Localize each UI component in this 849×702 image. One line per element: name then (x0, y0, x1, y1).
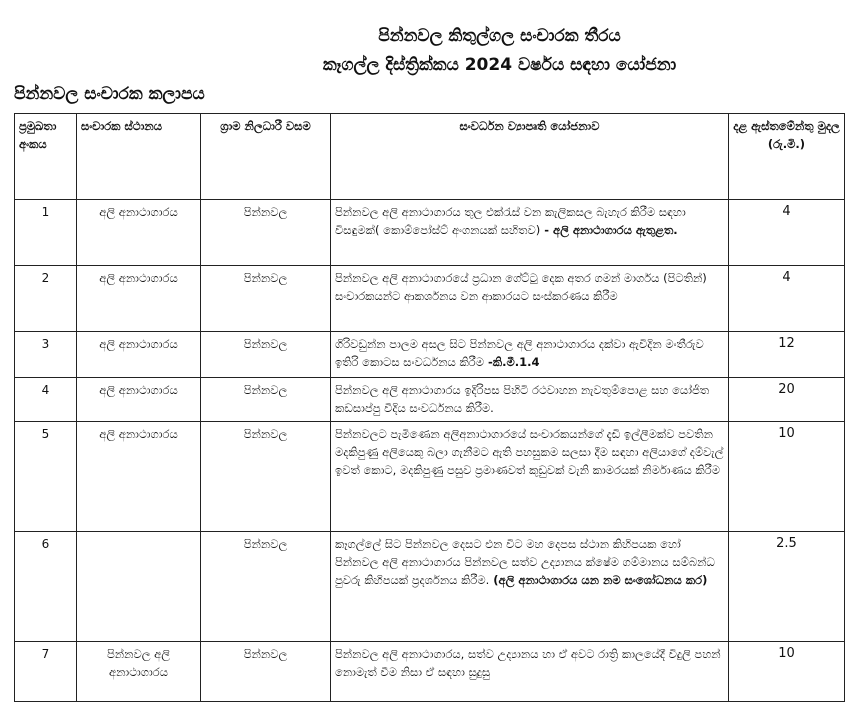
proposal-text: පින්නවල අලි අනාථාගාරය, සත්ව උද්‍යානය හා ඒ අවට රාත්‍රි කාලයේදී විදුලි පහන් නොමැත් වීම නිසා ඒ සඳහා සුදුසු (335, 647, 721, 679)
proposal-text: පින්නවල අලි අනාථාගාරය ඉදිරිපස පිහිටි රථවාහන නැවතුම්පොළ සහ යෝජිත කඩසාප්පු වීදිය සංවර්ධනය කිරීම. (335, 383, 710, 415)
document-title: පින්නවල කිතුල්ගල සංචාරක තීරය (378, 26, 621, 46)
row-proposal (331, 266, 729, 332)
row-gn-division: පින්නවල (201, 378, 331, 422)
column-header-gn-division: ග්‍රාම නිලධාරී වසම (201, 114, 331, 200)
column-header-proposal: සංවර්ධන ව්‍යාපෘති යෝජනාව (331, 114, 729, 200)
table-row (15, 332, 845, 378)
row-proposal (331, 642, 729, 702)
row-gn-division: පින්නවල (201, 642, 331, 702)
row-proposal (331, 532, 729, 642)
row-gn-division: පින්නවල (201, 200, 331, 266)
row-place: අලි අනාථාගාරය (77, 332, 201, 378)
row-place: අලි අනාථාගාරය (77, 266, 201, 332)
row-proposal (331, 378, 729, 422)
proposal-bold-text: -කි.මී.1.4 (484, 355, 540, 369)
proposal-text: පින්නවල අලි අනාථාගාරයේ ප්‍රධාන ගේට්ටු දෙක අතර ගමන් මාර්ගය (පිටතින්) සංචාරකයන්ට ආකර්ශනය වන ආකාරයට සංස්කරණය කිරීම (335, 271, 707, 303)
row-amount: 20 (729, 378, 845, 422)
row-amount: 10 (729, 422, 845, 532)
row-gn-division: පින්නවල (201, 332, 331, 378)
proposal-bold-text: - අලි අනාථාගාරය ඇතුළත. (540, 223, 678, 237)
row-proposal (331, 422, 729, 532)
proposal-text: ගිරිවඩුන්න පාලම අසල සිට පින්නවල අලි අනාථාගාරය දක්වා ඇවිදින මංතීරුව ඉතිරි කොටස සංවර්ධනය කිරීම (335, 337, 704, 369)
row-priority: 5 (15, 422, 77, 532)
row-place: අලි අනාථාගාරය (77, 378, 201, 422)
row-place: පින්නවල අලි අනාථාගාරය (77, 642, 201, 702)
row-priority: 6 (15, 532, 77, 642)
row-amount: 10 (729, 642, 845, 702)
row-place: අලි අනාථාගාරය (77, 422, 201, 532)
row-amount: 4 (729, 200, 845, 266)
row-priority: 4 (15, 378, 77, 422)
column-header-priority: ප්‍රමුඛතා අංකය (15, 114, 77, 200)
zone-heading: පින්නවල සංචාරක කලාපය (14, 84, 205, 104)
row-amount: 12 (729, 332, 845, 378)
row-proposal (331, 200, 729, 266)
proposal-text: කෑගල්ලේ සිට පින්නවල දෙසට එන විට මහ දෙපස ස්ථාන කිහිපයක හෝ පින්නවල අලි අනාථාගාරය පින්නවල සත්ව උද්‍යානය ක්ෂේම ගම්මානය සම්බන්ධ පුවරු කිහිපයක් ප්‍රදර්ශනය කිරීම. (335, 537, 715, 587)
row-priority: 2 (15, 266, 77, 332)
row-amount: 2.5 (729, 532, 845, 642)
proposal-text: පින්නවල අලි අනාථාගාරය තුල එක්රැස් වන කැලිකසල බැහැර කිරීම සඳහා විසඳුමක්( කොම්පෝස්ට් අංගනයක් සහිතව) (335, 205, 686, 237)
row-gn-division: පින්නවල (201, 422, 331, 532)
row-amount: 4 (729, 266, 845, 332)
row-priority: 7 (15, 642, 77, 702)
table-row (15, 532, 845, 642)
row-place (77, 532, 201, 642)
row-place: අලි අනාථාගාරය (77, 200, 201, 266)
row-priority: 3 (15, 332, 77, 378)
proposal-bold-text: (අලි අනාථාගාරය යන නම සංශෝධනය කර) (489, 573, 708, 587)
table-row (15, 422, 845, 532)
table-row (15, 642, 845, 702)
table-header-row (15, 114, 845, 200)
proposals-table (14, 113, 845, 702)
row-proposal (331, 332, 729, 378)
proposal-text: පින්නවලට පැමිණෙන අලිඅනාථාගාරයේ සංචාරකයන්ගේ දැඩි ඉල්ලීමක්ව පවතින මදකිපුණු අලියෙකු බලා ගැනීමට ඇති පහසුකම සලසා දීම සඳහා අලියාගේ දම්වැල් ඉවත් කොට, මදකිපුණු පසුව ප්‍රමාණවත් කුඩුවක් වැනි කාමරයක් නිර්මාණය කිරීම (335, 427, 724, 477)
row-priority: 1 (15, 200, 77, 266)
column-header-place: සංචාරක ස්ථානය (77, 114, 201, 200)
row-gn-division: පින්නවල (201, 266, 331, 332)
column-header-estimate: දළ ඇස්තමේන්තු මුදල (රු.මි.) (729, 114, 845, 200)
document-subtitle: කෑගල්ල දිස්ත්‍රික්කය 2024 වර්ෂය සඳහා යෝජනා (322, 55, 677, 75)
row-gn-division: පින්නවල (201, 532, 331, 642)
table-row (15, 200, 845, 266)
table-row (15, 266, 845, 332)
table-row (15, 378, 845, 422)
